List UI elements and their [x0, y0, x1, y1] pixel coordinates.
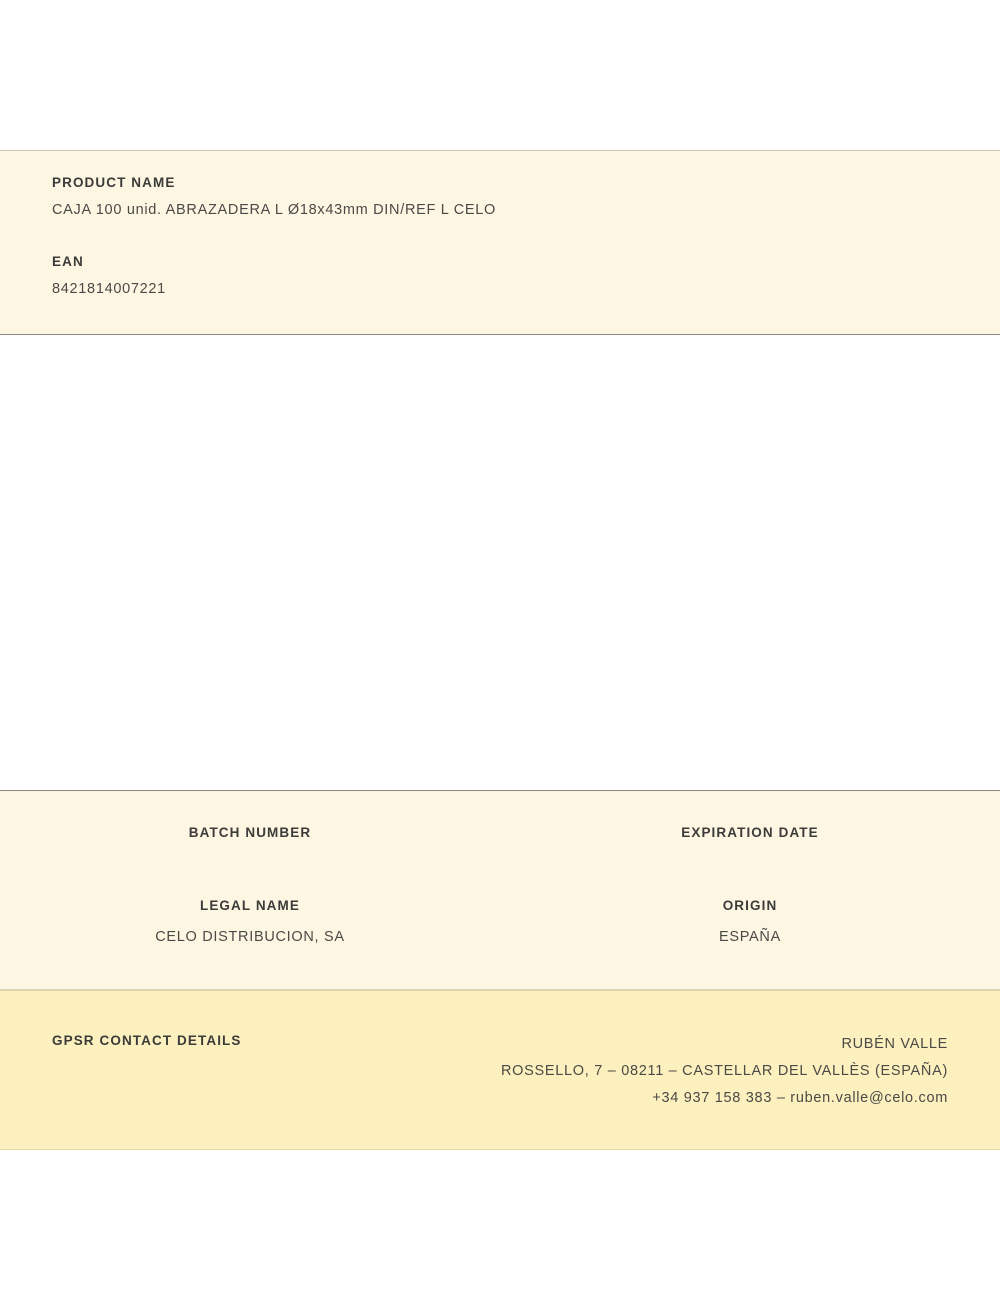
batch-legal-band [0, 790, 1000, 990]
ean-label: EAN [52, 254, 84, 269]
legal-name-value: CELO DISTRIBUCION, SA [155, 929, 345, 945]
origin-value: ESPAÑA [719, 929, 781, 945]
ean-group [52, 254, 948, 297]
product-info-band [0, 150, 1000, 335]
legal-name-cell [0, 898, 500, 947]
product-name-label: PRODUCT NAME [52, 175, 176, 190]
batch-row [0, 791, 1000, 868]
product-info-content [0, 151, 1000, 297]
origin-label: ORIGIN [722, 898, 778, 913]
batch-number-value [0, 850, 500, 868]
batch-number-cell [0, 825, 500, 868]
expiration-date-cell [500, 825, 1000, 868]
batch-number-label: BATCH NUMBER [188, 825, 312, 840]
ean-value: 8421814007221 [52, 281, 166, 297]
expiration-date-value [500, 850, 1000, 868]
expiration-date-label: EXPIRATION DATE [681, 825, 819, 840]
footer-blank-area [0, 1150, 1000, 1300]
gpsr-contact-phone-email: +34 937 158 383 – ruben.valle@celo.com [652, 1090, 948, 1106]
origin-cell [500, 898, 1000, 947]
product-name-value: CAJA 100 unid. ABRAZADERA L Ø18x43mm DIN/REF L CELO [52, 202, 497, 218]
gpsr-contact-name: RUBÉN VALLE [841, 1036, 948, 1052]
gpsr-contact-band [0, 990, 1000, 1150]
legal-row [0, 868, 1000, 947]
blank-content-area [0, 335, 1000, 790]
gpsr-contact-address: ROSSELLO, 7 – 08211 – CASTELLAR DEL VALLÈS (ESPAÑA) [501, 1063, 948, 1079]
legal-name-label: LEGAL NAME [199, 898, 300, 913]
gpsr-contact-details [501, 1031, 948, 1112]
gpsr-contact-title: GPSR CONTACT DETAILS [52, 1033, 242, 1048]
